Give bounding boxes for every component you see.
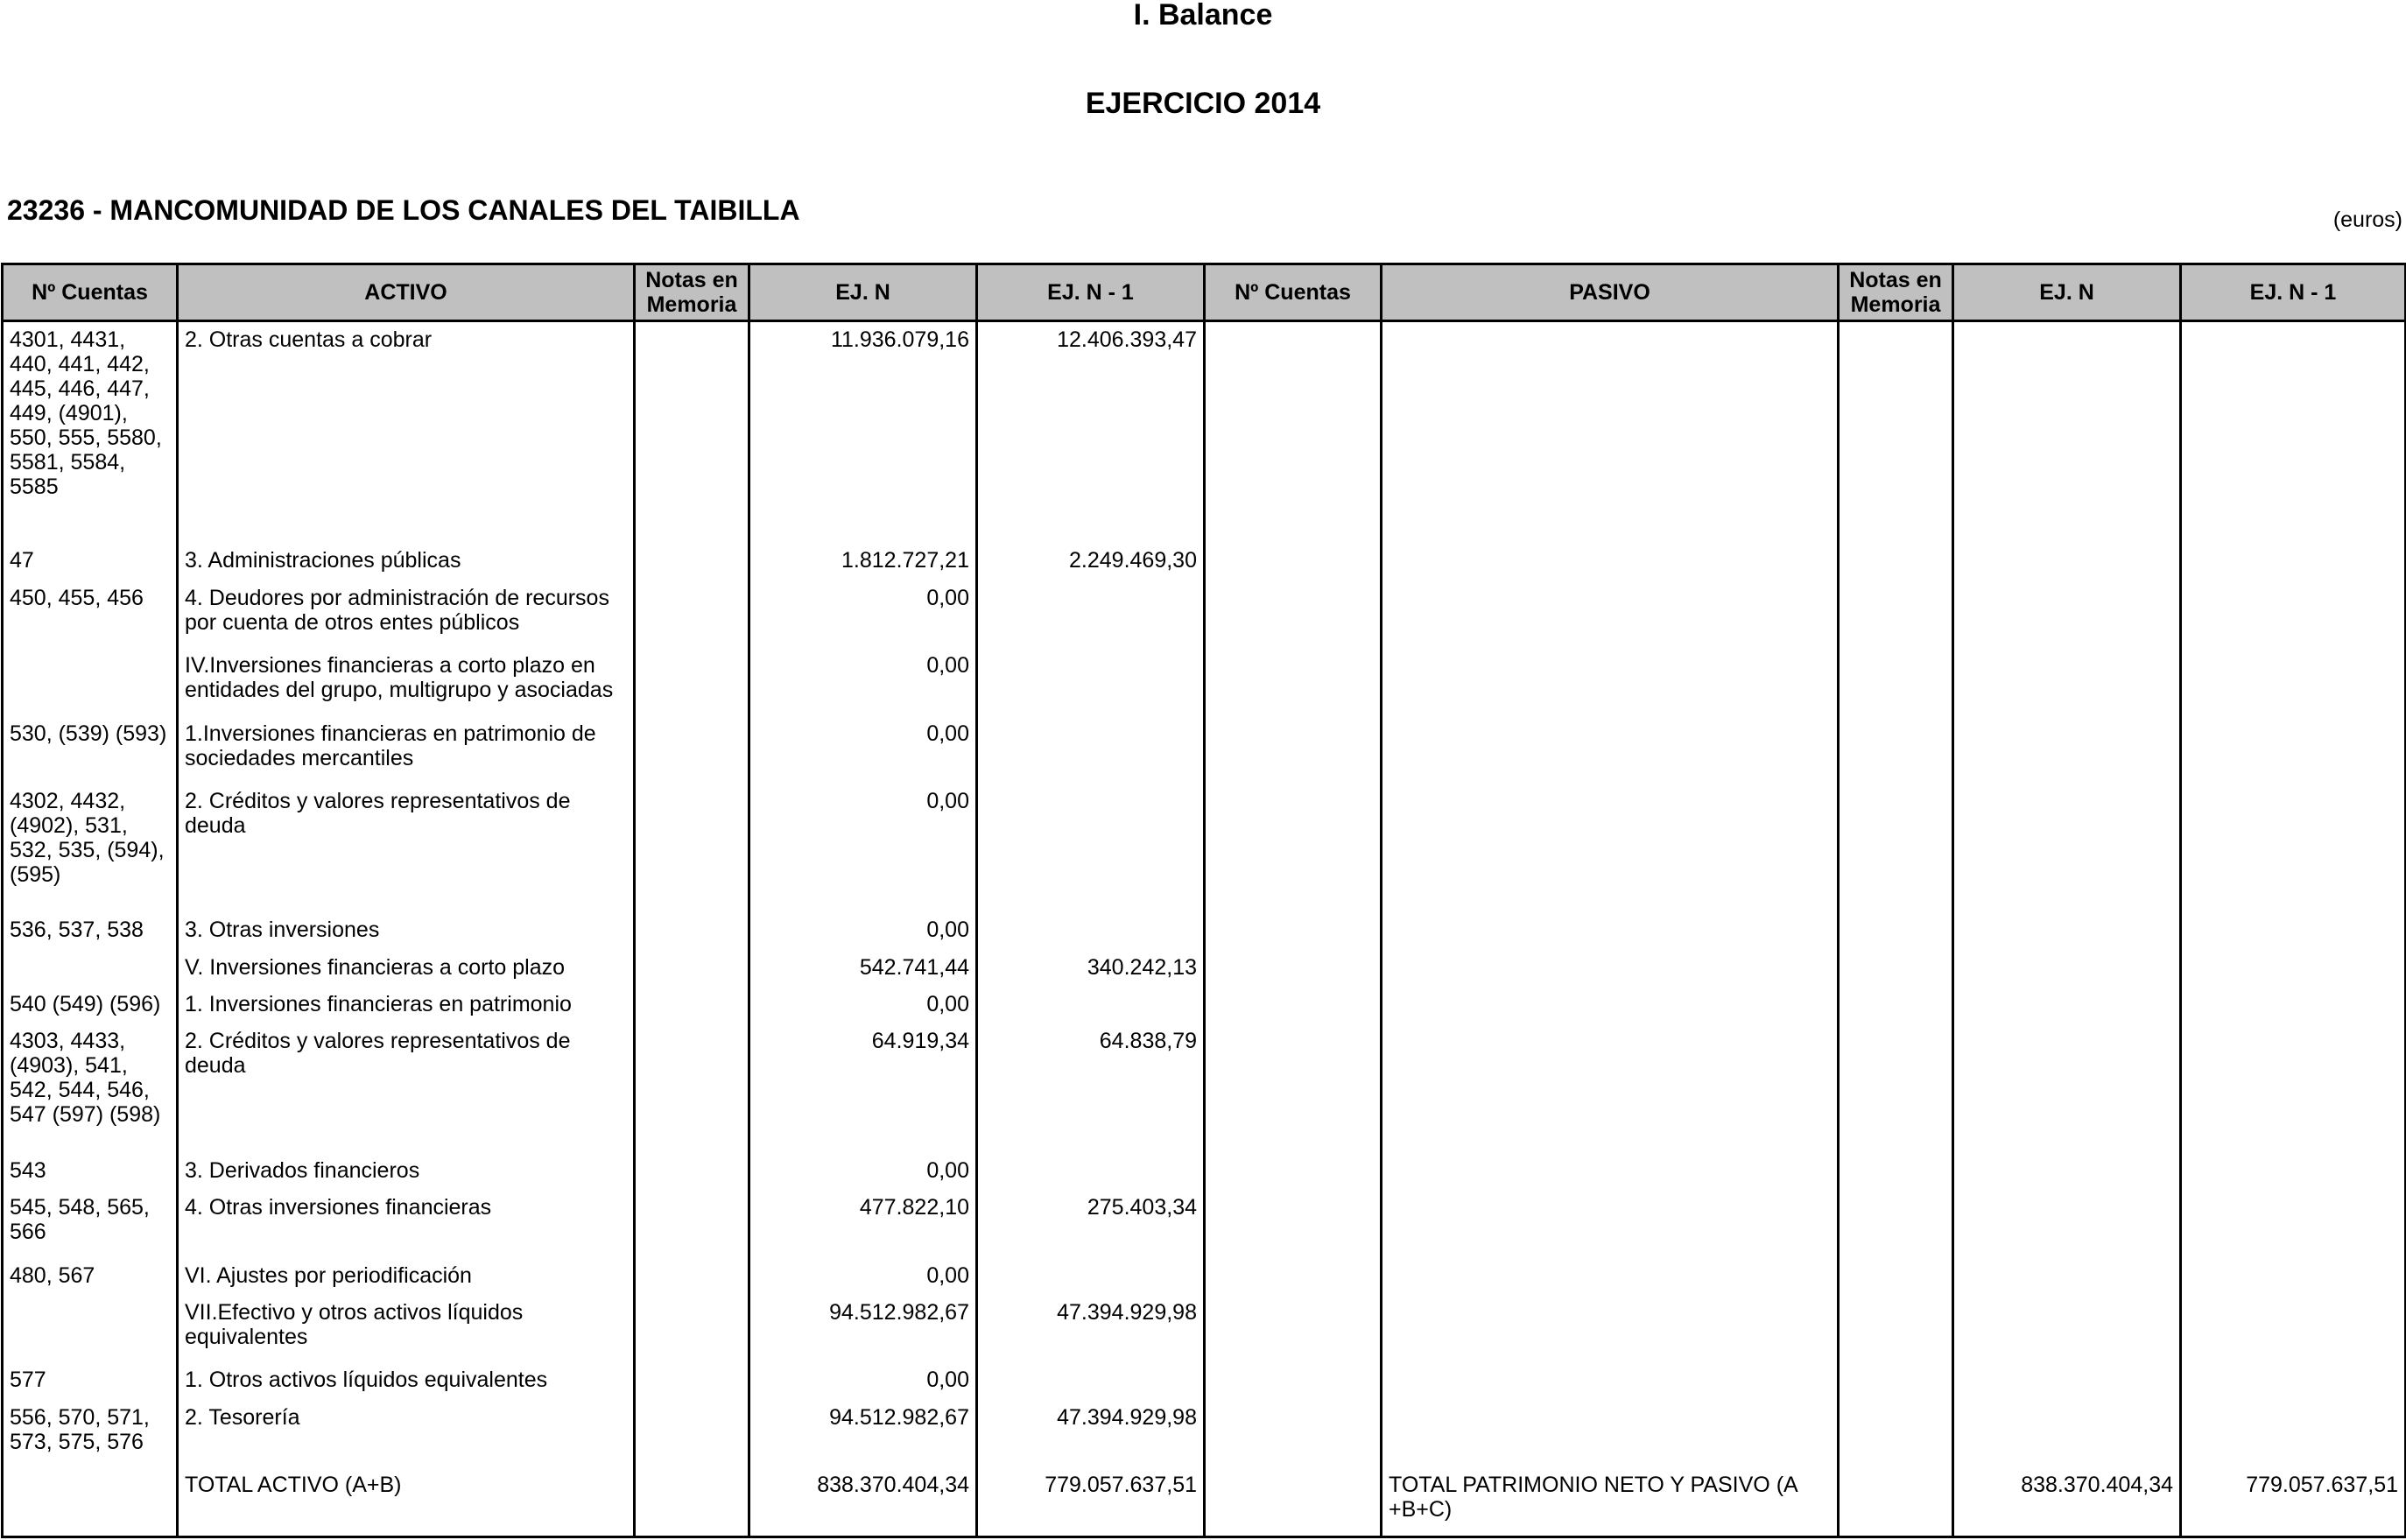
cell-ej-n-pasivo: [1953, 648, 2181, 715]
cell-cuentas: 450, 455, 456: [3, 580, 178, 648]
cell-notas: [635, 543, 749, 580]
cell-ej-n-pasivo: [1953, 716, 2181, 784]
cell-ej-n-1: [977, 987, 1205, 1023]
table-row: [3, 1362, 2406, 1399]
cell-ej-n-1-pasivo: [2181, 1023, 2406, 1152]
cell-ej-n: 838.370.404,34: [749, 1467, 977, 1536]
table-row: [3, 716, 2406, 784]
cell-notas: [635, 1258, 749, 1295]
table-row: [3, 784, 2406, 912]
col-header-ej-n-pasivo: EJ. N: [1953, 264, 2181, 321]
col-header-notas-pasivo: Notas en Memoria: [1839, 264, 1953, 321]
cell-cuentas: 480, 567: [3, 1258, 178, 1295]
currency-units: (euros): [2332, 207, 2402, 232]
table-row: [3, 1258, 2406, 1295]
cell-activo: 1. Inversiones financieras en patrimonio: [178, 987, 635, 1023]
cell-ej-n-1: [977, 648, 1205, 715]
cell-ej-n-pasivo: [1953, 912, 2181, 949]
table-row: [3, 1295, 2406, 1362]
balance-table: [1, 263, 2406, 1538]
cell-cuentas: 4303, 4433, (4903), 541, 542, 544, 546, 547 (597) (598): [3, 1023, 178, 1152]
cell-ej-n-pasivo: [1953, 1023, 2181, 1152]
table-header-row: [3, 264, 2406, 321]
cell-notas-pasivo: [1839, 321, 1953, 544]
cell-notas: [635, 580, 749, 648]
cell-ej-n-1: [977, 580, 1205, 648]
cell-ej-n-1: [977, 1258, 1205, 1295]
cell-cuentas-pasivo: [1205, 1190, 1382, 1257]
cell-cuentas: [3, 1467, 178, 1536]
cell-ej-n: 94.512.982,67: [749, 1295, 977, 1362]
cell-pasivo: [1382, 1023, 1839, 1152]
cell-notas: [635, 912, 749, 949]
cell-ej-n-pasivo: [1953, 1362, 2181, 1399]
cell-ej-n-pasivo: [1953, 543, 2181, 580]
cell-pasivo: [1382, 987, 1839, 1023]
cell-notas: [635, 1467, 749, 1536]
cell-notas-pasivo: [1839, 950, 1953, 987]
table-row: [3, 580, 2406, 648]
cell-activo: TOTAL ACTIVO (A+B): [178, 1467, 635, 1536]
cell-activo: 4. Otras inversiones financieras: [178, 1190, 635, 1257]
cell-ej-n-pasivo: 838.370.404,34: [1953, 1467, 2181, 1536]
cell-notas-pasivo: [1839, 1362, 1953, 1399]
cell-ej-n-1-pasivo: [2181, 1258, 2406, 1295]
entity-name: 23236 - MANCOMUNIDAD DE LOS CANALES DEL TAIBILLA: [7, 194, 800, 226]
cell-ej-n: 477.822,10: [749, 1190, 977, 1257]
cell-ej-n-pasivo: [1953, 1258, 2181, 1295]
cell-ej-n-1: 47.394.929,98: [977, 1295, 1205, 1362]
cell-pasivo: [1382, 784, 1839, 912]
cell-notas-pasivo: [1839, 784, 1953, 912]
cell-pasivo: [1382, 1362, 1839, 1399]
cell-cuentas: [3, 648, 178, 715]
cell-notas-pasivo: [1839, 543, 1953, 580]
cell-pasivo: [1382, 580, 1839, 648]
cell-ej-n: 0,00: [749, 912, 977, 949]
cell-ej-n: 0,00: [749, 648, 977, 715]
cell-ej-n-1: [977, 1362, 1205, 1399]
cell-pasivo: [1382, 1400, 1839, 1467]
cell-notas: [635, 1190, 749, 1257]
cell-ej-n-1-pasivo: [2181, 784, 2406, 912]
cell-cuentas: 545, 548, 565, 566: [3, 1190, 178, 1257]
cell-ej-n: 94.512.982,67: [749, 1400, 977, 1467]
cell-cuentas: 556, 570, 571, 573, 575, 576: [3, 1400, 178, 1467]
cell-notas: [635, 1153, 749, 1190]
cell-activo: V. Inversiones financieras a corto plazo: [178, 950, 635, 987]
cell-ej-n-1: [977, 716, 1205, 784]
cell-ej-n-pasivo: [1953, 1295, 2181, 1362]
cell-notas-pasivo: [1839, 1023, 1953, 1152]
col-header-cuentas: Nº Cuentas: [3, 264, 178, 321]
cell-ej-n: 0,00: [749, 716, 977, 784]
cell-cuentas: 4302, 4432, (4902), 531, 532, 535, (594), (595): [3, 784, 178, 912]
cell-activo: 2. Otras cuentas a cobrar: [178, 321, 635, 544]
cell-notas-pasivo: [1839, 1153, 1953, 1190]
cell-cuentas-pasivo: [1205, 321, 1382, 544]
cell-notas-pasivo: [1839, 648, 1953, 715]
cell-cuentas: 530, (539) (593): [3, 716, 178, 784]
table-row: [3, 950, 2406, 987]
cell-ej-n-1-pasivo: [2181, 321, 2406, 544]
cell-notas-pasivo: [1839, 1400, 1953, 1467]
cell-activo: 1. Otros activos líquidos equivalentes: [178, 1362, 635, 1399]
cell-ej-n-1: 47.394.929,98: [977, 1400, 1205, 1467]
cell-ej-n-1: 275.403,34: [977, 1190, 1205, 1257]
cell-ej-n-1: 64.838,79: [977, 1023, 1205, 1152]
cell-notas: [635, 784, 749, 912]
cell-ej-n-1-pasivo: [2181, 1190, 2406, 1257]
cell-ej-n-pasivo: [1953, 784, 2181, 912]
cell-ej-n-1: 779.057.637,51: [977, 1467, 1205, 1536]
cell-cuentas-pasivo: [1205, 987, 1382, 1023]
cell-ej-n-1: [977, 912, 1205, 949]
cell-ej-n-1-pasivo: [2181, 1362, 2406, 1399]
cell-ej-n: 0,00: [749, 1362, 977, 1399]
cell-activo: VII.Efectivo y otros activos líquidos equivalentes: [178, 1295, 635, 1362]
cell-ej-n-1-pasivo: [2181, 950, 2406, 987]
cell-cuentas-pasivo: [1205, 1258, 1382, 1295]
cell-ej-n-pasivo: [1953, 1190, 2181, 1257]
cell-pasivo: [1382, 912, 1839, 949]
cell-ej-n-pasivo: [1953, 321, 2181, 544]
cell-cuentas-pasivo: [1205, 1467, 1382, 1536]
cell-cuentas-pasivo: [1205, 1362, 1382, 1399]
cell-cuentas: 577: [3, 1362, 178, 1399]
cell-activo: 3. Derivados financieros: [178, 1153, 635, 1190]
cell-cuentas-pasivo: [1205, 950, 1382, 987]
cell-cuentas-pasivo: [1205, 1023, 1382, 1152]
cell-notas: [635, 716, 749, 784]
cell-pasivo: TOTAL PATRIMONIO NETO Y PASIVO (A +B+C): [1382, 1467, 1839, 1536]
page-title: I. Balance: [1133, 0, 1273, 32]
table-row: [3, 648, 2406, 715]
cell-ej-n: 64.919,34: [749, 1023, 977, 1152]
cell-ej-n-1: 2.249.469,30: [977, 543, 1205, 580]
cell-notas: [635, 1400, 749, 1467]
cell-activo: 4. Deudores por administración de recursos por cuenta de otros entes públicos: [178, 580, 635, 648]
cell-notas: [635, 648, 749, 715]
cell-cuentas: 543: [3, 1153, 178, 1190]
cell-notas-pasivo: [1839, 987, 1953, 1023]
cell-notas: [635, 950, 749, 987]
cell-pasivo: [1382, 321, 1839, 544]
cell-cuentas: [3, 1295, 178, 1362]
cell-ej-n: 0,00: [749, 1153, 977, 1190]
cell-cuentas-pasivo: [1205, 912, 1382, 949]
cell-notas-pasivo: [1839, 580, 1953, 648]
cell-ej-n-1-pasivo: [2181, 1295, 2406, 1362]
cell-ej-n-1-pasivo: [2181, 716, 2406, 784]
cell-cuentas-pasivo: [1205, 648, 1382, 715]
cell-cuentas: 540 (549) (596): [3, 987, 178, 1023]
cell-notas-pasivo: [1839, 912, 1953, 949]
cell-ej-n: 0,00: [749, 784, 977, 912]
cell-activo: IV.Inversiones financieras a corto plazo en entidades del grupo, multigrupo y asociadas: [178, 648, 635, 715]
cell-cuentas-pasivo: [1205, 1153, 1382, 1190]
cell-notas: [635, 1362, 749, 1399]
cell-pasivo: [1382, 1153, 1839, 1190]
cell-ej-n-1-pasivo: [2181, 912, 2406, 949]
cell-ej-n-pasivo: [1953, 950, 2181, 987]
cell-notas: [635, 1295, 749, 1362]
cell-activo: 2. Créditos y valores representativos de deuda: [178, 784, 635, 912]
cell-pasivo: [1382, 1190, 1839, 1257]
cell-ej-n-1: [977, 784, 1205, 912]
cell-cuentas-pasivo: [1205, 580, 1382, 648]
cell-activo: 2. Tesorería: [178, 1400, 635, 1467]
table-row: [3, 1400, 2406, 1467]
cell-cuentas-pasivo: [1205, 543, 1382, 580]
cell-pasivo: [1382, 1295, 1839, 1362]
cell-ej-n-pasivo: [1953, 1153, 2181, 1190]
cell-notas: [635, 987, 749, 1023]
cell-ej-n-1-pasivo: [2181, 1400, 2406, 1467]
cell-ej-n-1-pasivo: 779.057.637,51: [2181, 1467, 2406, 1536]
cell-cuentas-pasivo: [1205, 1400, 1382, 1467]
cell-notas-pasivo: [1839, 716, 1953, 784]
cell-ej-n-1-pasivo: [2181, 987, 2406, 1023]
cell-ej-n: 0,00: [749, 580, 977, 648]
col-header-ej-n-1-pasivo: EJ. N - 1: [2181, 264, 2406, 321]
cell-notas-pasivo: [1839, 1295, 1953, 1362]
cell-activo: 2. Créditos y valores representativos de deuda: [178, 1023, 635, 1152]
cell-notas: [635, 321, 749, 544]
cell-cuentas: 47: [3, 543, 178, 580]
col-header-pasivo: PASIVO: [1382, 264, 1839, 321]
cell-cuentas: [3, 950, 178, 987]
cell-ej-n: 0,00: [749, 987, 977, 1023]
cell-pasivo: [1382, 716, 1839, 784]
col-header-ej-n: EJ. N: [749, 264, 977, 321]
cell-notas-pasivo: [1839, 1467, 1953, 1536]
cell-ej-n-pasivo: [1953, 580, 2181, 648]
table-row: [3, 987, 2406, 1023]
col-header-notas: Notas en Memoria: [635, 264, 749, 321]
cell-pasivo: [1382, 1258, 1839, 1295]
cell-ej-n: 1.812.727,21: [749, 543, 977, 580]
cell-ej-n-1-pasivo: [2181, 1153, 2406, 1190]
table-row: [3, 543, 2406, 580]
cell-cuentas-pasivo: [1205, 784, 1382, 912]
cell-ej-n-1: 12.406.393,47: [977, 321, 1205, 544]
table-row: [3, 1190, 2406, 1257]
cell-ej-n: 542.741,44: [749, 950, 977, 987]
col-header-ej-n-1: EJ. N - 1: [977, 264, 1205, 321]
col-header-activo: ACTIVO: [178, 264, 635, 321]
cell-ej-n-pasivo: [1953, 987, 2181, 1023]
cell-ej-n-pasivo: [1953, 1400, 2181, 1467]
cell-pasivo: [1382, 648, 1839, 715]
cell-cuentas-pasivo: [1205, 716, 1382, 784]
col-header-cuentas-pasivo: Nº Cuentas: [1205, 264, 1382, 321]
cell-pasivo: [1382, 543, 1839, 580]
cell-notas-pasivo: [1839, 1190, 1953, 1257]
cell-ej-n-1: [977, 1153, 1205, 1190]
cell-ej-n-1-pasivo: [2181, 543, 2406, 580]
cell-activo: 3. Otras inversiones: [178, 912, 635, 949]
table-row: [3, 1153, 2406, 1190]
cell-notas-pasivo: [1839, 1258, 1953, 1295]
cell-cuentas: 4301, 4431, 440, 441, 442, 445, 446, 447, 449, (4901), 550, 555, 5580, 5581, 5584, 5585: [3, 321, 178, 544]
cell-pasivo: [1382, 950, 1839, 987]
cell-activo: 1.Inversiones financieras en patrimonio de sociedades mercantiles: [178, 716, 635, 784]
cell-cuentas: 536, 537, 538: [3, 912, 178, 949]
cell-ej-n-1: 340.242,13: [977, 950, 1205, 987]
exercise-year: EJERCICIO 2014: [1085, 87, 1321, 120]
cell-activo: 3. Administraciones públicas: [178, 543, 635, 580]
cell-cuentas-pasivo: [1205, 1295, 1382, 1362]
table-row: [3, 1023, 2406, 1152]
cell-notas: [635, 1023, 749, 1152]
cell-ej-n-1-pasivo: [2181, 648, 2406, 715]
cell-ej-n: 11.936.079,16: [749, 321, 977, 544]
table-row: [3, 1467, 2406, 1536]
table-row: [3, 912, 2406, 949]
cell-ej-n: 0,00: [749, 1258, 977, 1295]
cell-activo: VI. Ajustes por periodificación: [178, 1258, 635, 1295]
table-row: [3, 321, 2406, 544]
cell-ej-n-1-pasivo: [2181, 580, 2406, 648]
